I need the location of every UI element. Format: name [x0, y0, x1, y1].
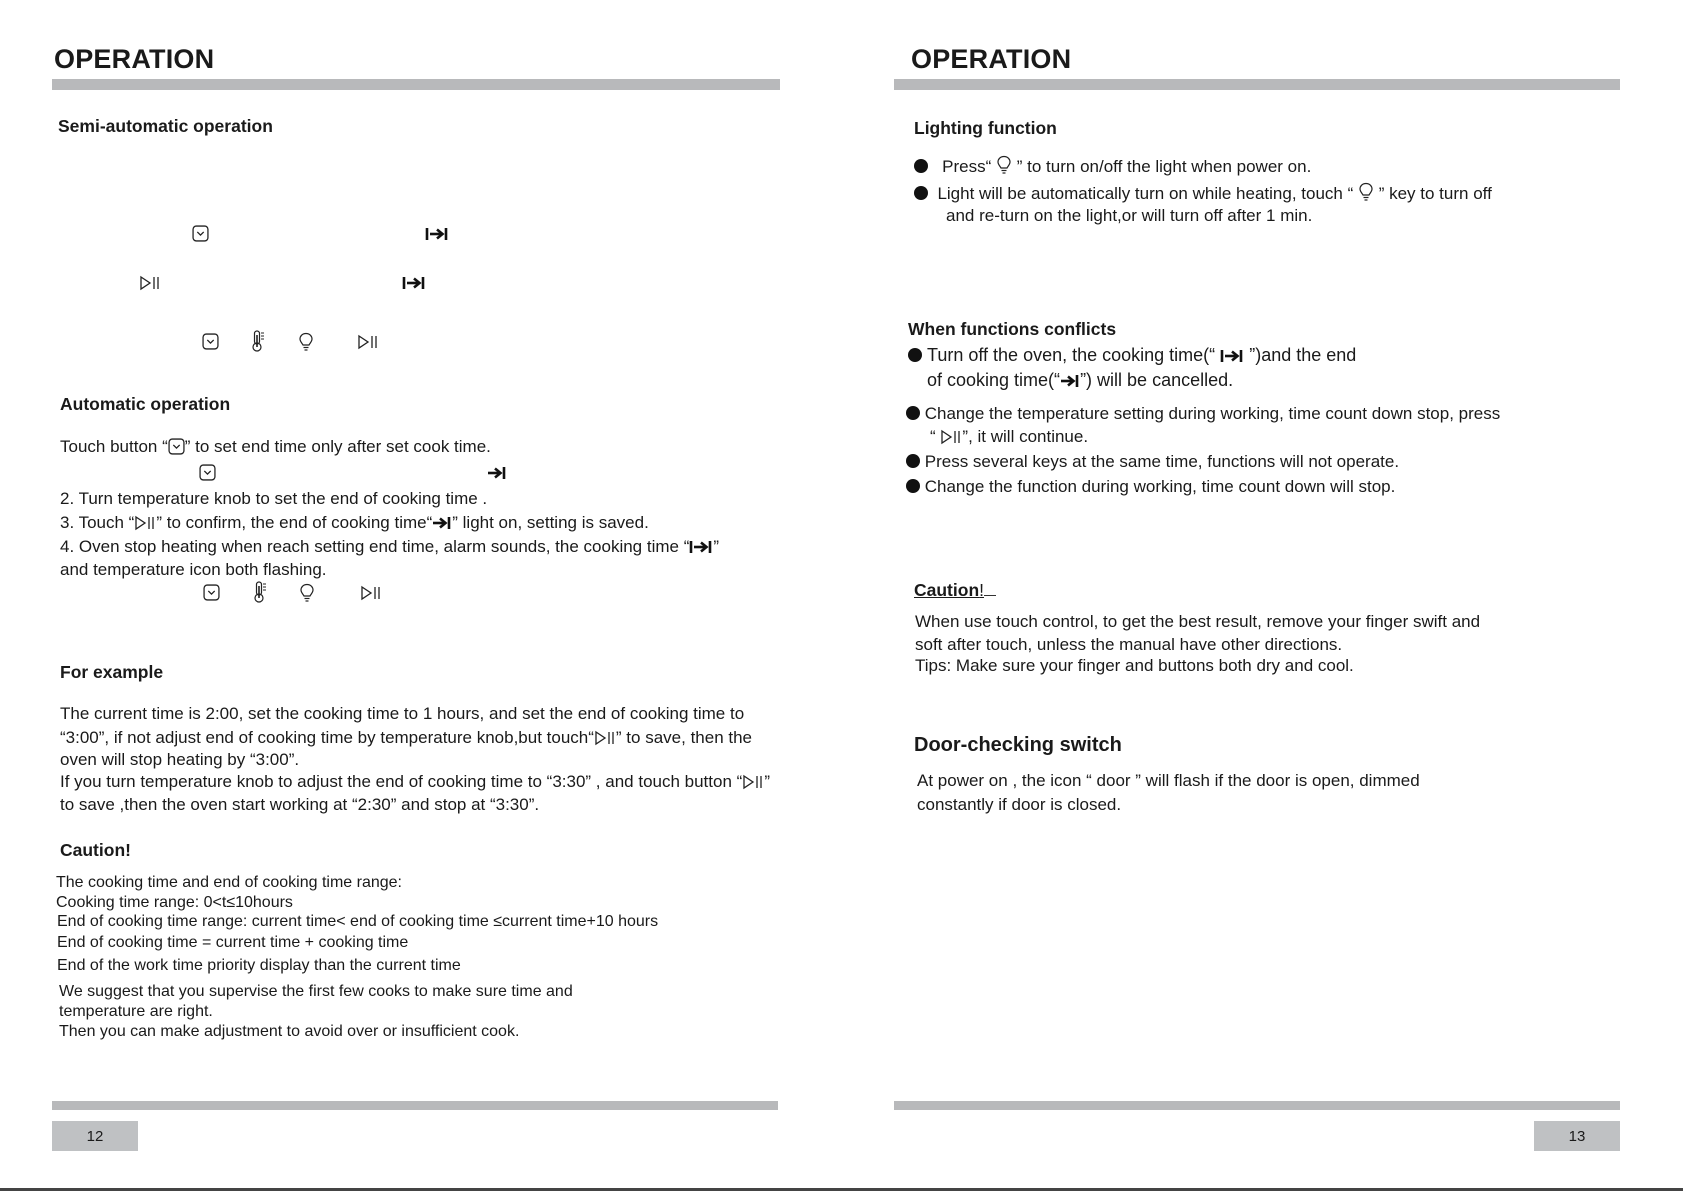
caution-line-7: temperature are right. [59, 1003, 213, 1020]
page-number: 12 [52, 1121, 138, 1151]
clock-button-icon [202, 333, 219, 350]
caution-line-6: We suggest that you supervise the first few cooks to make sure time and [59, 983, 573, 1000]
conflict-bullet-4 [906, 477, 1395, 497]
automatic-intro [60, 437, 491, 457]
caution-line-5: End of the work time priority display than the current time [57, 957, 461, 974]
start-pause-icon [357, 334, 379, 350]
conflict-bullet-2 [906, 404, 1500, 424]
example-line-5: to save ,then the oven start working at “2:30” and stop at “3:30”. [60, 795, 540, 814]
clock-button-icon [192, 225, 209, 242]
bullet-icon [906, 406, 920, 420]
conflict-bullet-1 [908, 345, 1356, 366]
start-pause-icon [940, 429, 962, 445]
example-line-1: The current time is 2:00, set the cooking time to 1 hours, and set the end of cooking time to [60, 704, 745, 723]
text: ” key to turn off [1378, 184, 1492, 203]
text: 3. Touch “ [60, 513, 135, 532]
example-line-2 [60, 728, 752, 748]
text: Caution [914, 580, 980, 600]
caution-line-8: Then you can make adjustment to avoid over or insufficient cook. [59, 1023, 520, 1040]
text: 4. Oven stop heating when reach setting end time, alarm sounds, the cooking time “ [60, 537, 690, 556]
right-caution-line-3: Tips: Make sure your finger and buttons both dry and cool. [915, 656, 1354, 675]
text: “ [930, 427, 936, 446]
caution-line-3: End of cooking time range: current time< end of cooking time ≤current time+10 hours [57, 913, 659, 930]
right-footer-bar [894, 1101, 1620, 1110]
right-header-bar [894, 79, 1620, 90]
text: Change the function during working, time count down will stop. [924, 477, 1396, 496]
end-time-icon [432, 515, 452, 531]
text: ” [764, 772, 770, 791]
left-header-bar [52, 79, 780, 90]
automatic-step-4-line-2: and temperature icon both flashing. [60, 560, 327, 579]
clock-button-icon [203, 584, 220, 601]
functions-conflicts-title: When functions conflicts [908, 319, 1117, 339]
text: Change the temperature setting during working, time count down stop, press [924, 404, 1501, 423]
cooking-time-icon [402, 275, 426, 291]
clock-button-icon [199, 464, 216, 481]
bullet-icon [906, 479, 920, 493]
conflict-bullet-3 [906, 452, 1399, 472]
lighting-bullet-2 [914, 182, 1492, 204]
thermometer-icon [252, 581, 268, 603]
text: Light will be automatically turn on while heating, touch “ [937, 184, 1354, 203]
start-pause-icon [134, 515, 156, 531]
bullet-icon [906, 454, 920, 468]
light-bulb-icon [299, 583, 315, 603]
start-pause-icon [360, 585, 382, 601]
left-footer-bar [52, 1101, 778, 1110]
right-caution-title [914, 580, 996, 601]
automatic-operation-title: Automatic operation [60, 394, 231, 414]
bullet-icon [914, 186, 928, 200]
cooking-time-icon [1220, 348, 1244, 364]
cooking-time-icon [425, 226, 449, 242]
for-example-title: For example [60, 662, 164, 682]
text: Press several keys at the same time, functions will not operate. [924, 452, 1400, 471]
right-caution-line-2: soft after touch, unless the manual have other directions. [915, 635, 1343, 654]
example-line-4 [60, 772, 770, 792]
text: “3:00”, if not adjust end of cooking time by temperature knob,but touch“ [60, 728, 594, 747]
lighting-bullet-1 [914, 155, 1311, 177]
light-bulb-icon [298, 332, 314, 352]
door-line-2: constantly if door is closed. [917, 795, 1122, 814]
text: ! [979, 580, 985, 600]
text: Turn off the oven, the cooking time(“ [927, 345, 1216, 365]
text: If you turn temperature knob to adjust the end of cooking time to “3:30” , and touch button “ [60, 772, 743, 791]
caution-line-4: End of cooking time = current time + cooking time [57, 934, 409, 951]
conflict-bullet-2-line-2 [930, 427, 1088, 447]
light-bulb-icon [996, 155, 1012, 175]
caution-line-2: Cooking time range: 0<t≤10hours [56, 894, 293, 911]
bullet-icon [908, 348, 922, 362]
text: ” [713, 537, 720, 556]
example-line-3: oven will stop heating by “3:00”. [60, 750, 300, 769]
right-caution-line-1: When use touch control, to get the best result, remove your finger swift and [915, 612, 1481, 631]
start-pause-icon [139, 275, 161, 291]
light-bulb-icon [1358, 182, 1374, 202]
text: ” light on, setting is saved. [452, 513, 649, 532]
end-time-icon [1060, 373, 1080, 389]
door-line-1: At power on , the icon “ door ” will flash if the door is open, dimmed [917, 771, 1420, 790]
text: Touch button “ [60, 437, 168, 456]
conflict-bullet-1-line-2 [927, 370, 1233, 391]
caution-line-1: The cooking time and end of cooking time range: [56, 874, 402, 891]
automatic-step-2: 2. Turn temperature knob to set the end of cooking time . [60, 489, 488, 508]
automatic-step-4 [60, 537, 719, 557]
text: ”) will be cancelled. [1080, 370, 1234, 390]
text: ” to turn on/off the light when power on. [1016, 157, 1312, 176]
text: ” to save, then the [615, 728, 753, 747]
end-time-icon [487, 465, 507, 481]
text: of cooking time(“ [927, 370, 1061, 390]
text: Press“ [942, 157, 992, 176]
text: ” to confirm, the end of cooking time“ [156, 513, 433, 532]
lighting-function-title: Lighting function [914, 118, 1057, 138]
door-checking-title: Door-checking switch [914, 734, 1122, 756]
text: ”)and the end [1249, 345, 1357, 365]
left-page-title: OPERATION [54, 44, 215, 74]
left-caution-title: Caution! [60, 840, 131, 860]
semi-automatic-title: Semi-automatic operation [58, 116, 273, 136]
bullet-icon [914, 159, 928, 173]
page-number: 13 [1534, 1121, 1620, 1151]
start-pause-icon [742, 774, 764, 790]
text: ” to set end time only after set cook time. [184, 437, 491, 456]
lighting-bullet-2-line-2: and re-turn on the light,or will turn off after 1 min. [946, 206, 1313, 225]
right-page-title: OPERATION [911, 44, 1072, 74]
text: ”, it will continue. [962, 427, 1089, 446]
clock-button-icon [168, 438, 185, 455]
thermometer-icon [250, 330, 266, 352]
start-pause-icon [594, 730, 616, 746]
cooking-time-icon [689, 539, 713, 555]
automatic-step-3 [60, 513, 649, 533]
